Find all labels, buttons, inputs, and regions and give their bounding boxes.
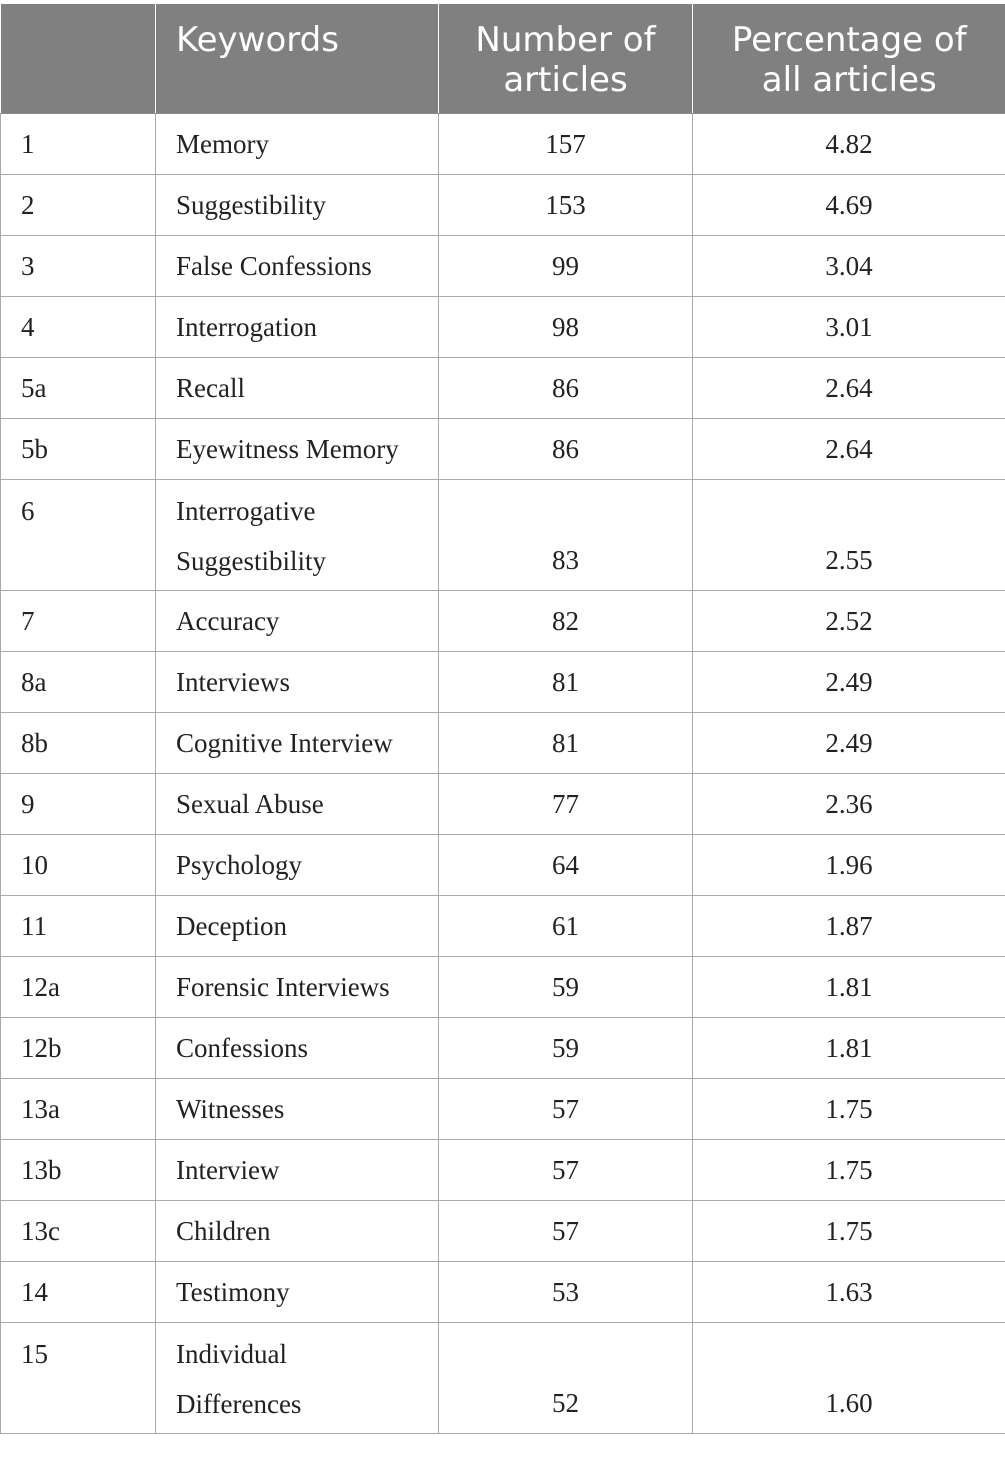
keyword-cell [156, 652, 439, 713]
rank-cell [1, 774, 156, 835]
percentage-cell [693, 114, 1005, 175]
table-row [1, 591, 1005, 652]
percentage-cell-value: 4.82 [825, 129, 873, 159]
number-of-articles-cell-value: 64 [552, 850, 579, 880]
percentage-cell [693, 774, 1005, 835]
keyword-cell [156, 835, 439, 896]
percentage-cell [693, 1201, 1005, 1262]
percentage-cell-value: 1.63 [825, 1277, 873, 1307]
rank-cell [1, 480, 156, 591]
percentage-cell [693, 1262, 1005, 1323]
number-of-articles-cell [439, 896, 693, 957]
number-of-articles-cell-value: 61 [552, 911, 579, 941]
percentage-cell-value: 1.75 [825, 1094, 873, 1124]
keyword-text: Memory [176, 129, 269, 159]
number-of-articles-cell [439, 1262, 693, 1323]
header-percentage-of-all-articles [693, 4, 1005, 114]
rank-cell-value: 2 [21, 190, 35, 220]
percentage-cell-value: 1.87 [825, 911, 873, 941]
rank-cell-value: 9 [21, 789, 35, 819]
percentage-cell [693, 713, 1005, 774]
table-row [1, 1262, 1005, 1323]
number-of-articles-cell-value: 86 [552, 373, 579, 403]
percentage-cell [693, 419, 1005, 480]
table-row [1, 713, 1005, 774]
keyword-cell [156, 1323, 439, 1434]
table-row [1, 358, 1005, 419]
header-percentage-line1: Percentage of [731, 20, 967, 60]
header-keywords-label: Keywords [176, 20, 339, 60]
table-row [1, 1201, 1005, 1262]
rank-cell-value: 10 [21, 850, 48, 880]
keyword-cell [156, 1018, 439, 1079]
rank-cell-value: 11 [21, 911, 47, 941]
keyword-text: Confessions [176, 1033, 309, 1063]
table-row [1, 480, 1005, 591]
keyword-text: Interrogation [176, 312, 317, 342]
keyword-cell [156, 175, 439, 236]
rank-cell [1, 1018, 156, 1079]
rank-cell [1, 1079, 156, 1140]
number-of-articles-cell [439, 1079, 693, 1140]
percentage-cell-value: 3.04 [825, 251, 873, 281]
percentage-cell [693, 1018, 1005, 1079]
keyword-cell [156, 896, 439, 957]
number-of-articles-cell-value: 57 [552, 1216, 579, 1246]
keyword-cell [156, 358, 439, 419]
keyword-text: Cognitive Interview [176, 728, 393, 758]
rank-cell [1, 591, 156, 652]
percentage-cell-value: 1.96 [825, 850, 873, 880]
rank-cell-value: 5a [21, 373, 47, 403]
rank-cell [1, 1262, 156, 1323]
keyword-text-line2: Suggestibility [176, 546, 327, 576]
number-of-articles-cell [439, 957, 693, 1018]
rank-cell-value: 13c [21, 1216, 60, 1246]
number-of-articles-cell [439, 835, 693, 896]
number-of-articles-cell [439, 480, 693, 591]
number-of-articles-cell-value: 81 [552, 667, 579, 697]
percentage-cell [693, 297, 1005, 358]
number-of-articles-cell [439, 175, 693, 236]
rank-cell [1, 713, 156, 774]
keyword-text: Eyewitness Memory [176, 434, 399, 464]
percentage-cell [693, 652, 1005, 713]
rank-cell-value: 13a [21, 1094, 60, 1124]
keyword-cell [156, 591, 439, 652]
keyword-cell [156, 236, 439, 297]
table-header [1, 4, 1005, 114]
table-row [1, 1018, 1005, 1079]
number-of-articles-cell [439, 1201, 693, 1262]
keyword-text: False Confessions [176, 251, 372, 281]
percentage-cell [693, 1079, 1005, 1140]
rank-cell [1, 175, 156, 236]
number-of-articles-cell [439, 419, 693, 480]
rank-cell-value: 15 [21, 1339, 48, 1369]
rank-cell [1, 835, 156, 896]
number-of-articles-cell [439, 774, 693, 835]
percentage-cell-value: 2.49 [825, 728, 873, 758]
table-row [1, 297, 1005, 358]
keyword-text: Children [176, 1216, 271, 1246]
table-row [1, 1079, 1005, 1140]
keyword-text: Witnesses [176, 1094, 285, 1124]
keyword-text: Forensic Interviews [176, 972, 390, 1002]
number-of-articles-cell-value: 57 [552, 1094, 579, 1124]
keyword-text: Interrogative [176, 496, 316, 526]
table-row [1, 175, 1005, 236]
rank-cell [1, 1201, 156, 1262]
number-of-articles-cell-value: 59 [552, 972, 579, 1002]
number-of-articles-cell [439, 1018, 693, 1079]
table-row [1, 419, 1005, 480]
percentage-cell-value: 2.64 [825, 373, 873, 403]
rank-cell [1, 896, 156, 957]
number-of-articles-cell-value: 53 [552, 1277, 579, 1307]
rank-cell [1, 1323, 156, 1434]
percentage-cell-value: 2.64 [825, 434, 873, 464]
rank-cell-value: 12a [21, 972, 60, 1002]
table-row [1, 835, 1005, 896]
percentage-cell-value: 2.49 [825, 667, 873, 697]
number-of-articles-cell [439, 591, 693, 652]
rank-cell [1, 1140, 156, 1201]
percentage-cell-value: 1.75 [825, 1216, 873, 1246]
percentage-cell-value: 1.75 [825, 1155, 873, 1185]
header-rank [1, 4, 156, 114]
keyword-text: Interviews [176, 667, 290, 697]
percentage-cell-value: 3.01 [825, 312, 873, 342]
header-number-line1: Number of [475, 20, 656, 60]
keyword-cell [156, 1079, 439, 1140]
table-row [1, 114, 1005, 175]
percentage-cell-value: 4.69 [825, 190, 873, 220]
keyword-text: Deception [176, 911, 287, 941]
header-row [1, 4, 1005, 114]
rank-cell-value: 12b [21, 1033, 62, 1063]
rank-cell-value: 8b [21, 728, 48, 758]
rank-cell-value: 6 [21, 496, 35, 526]
number-of-articles-cell-value: 98 [552, 312, 579, 342]
number-of-articles-cell-value: 52 [552, 1388, 579, 1418]
number-of-articles-cell-value: 86 [552, 434, 579, 464]
table-row [1, 236, 1005, 297]
rank-cell [1, 236, 156, 297]
number-of-articles-cell [439, 713, 693, 774]
rank-cell [1, 419, 156, 480]
percentage-cell [693, 236, 1005, 297]
number-of-articles-cell [439, 114, 693, 175]
table-body [1, 114, 1005, 1434]
rank-cell-value: 8a [21, 667, 47, 697]
number-of-articles-cell [439, 1323, 693, 1434]
keyword-text: Suggestibility [176, 190, 327, 220]
keyword-text: Recall [176, 373, 245, 403]
rank-cell [1, 957, 156, 1018]
number-of-articles-cell-value: 153 [545, 190, 586, 220]
header-rank-label [1, 4, 156, 20]
keyword-text-line2: Differences [176, 1389, 302, 1419]
number-of-articles-cell-value: 157 [545, 129, 586, 159]
number-of-articles-cell-value: 59 [552, 1033, 579, 1063]
header-number-line2: articles [503, 60, 628, 100]
number-of-articles-cell [439, 236, 693, 297]
keyword-cell [156, 713, 439, 774]
number-of-articles-cell [439, 1140, 693, 1201]
table-row [1, 652, 1005, 713]
number-of-articles-cell-value: 77 [552, 789, 579, 819]
number-of-articles-cell-value: 82 [552, 606, 579, 636]
table-row [1, 1323, 1005, 1434]
keyword-cell [156, 1201, 439, 1262]
percentage-cell [693, 1140, 1005, 1201]
number-of-articles-cell-value: 99 [552, 251, 579, 281]
percentage-cell-value: 2.52 [825, 606, 873, 636]
percentage-cell-value: 1.81 [825, 972, 873, 1002]
percentage-cell-value: 1.81 [825, 1033, 873, 1063]
rank-cell-value: 3 [21, 251, 35, 281]
rank-cell-value: 7 [21, 606, 35, 636]
keyword-cell [156, 957, 439, 1018]
header-keywords [156, 4, 439, 114]
percentage-cell [693, 175, 1005, 236]
rank-cell [1, 297, 156, 358]
keyword-cell [156, 1140, 439, 1201]
rank-cell [1, 114, 156, 175]
percentage-cell [693, 957, 1005, 1018]
table-row [1, 896, 1005, 957]
keyword-text: Psychology [176, 850, 303, 880]
keyword-cell [156, 114, 439, 175]
percentage-cell [693, 835, 1005, 896]
keyword-text: Interview [176, 1155, 280, 1185]
number-of-articles-cell-value: 81 [552, 728, 579, 758]
rank-cell [1, 358, 156, 419]
percentage-cell [693, 358, 1005, 419]
rank-cell-value: 13b [21, 1155, 62, 1185]
rank-cell-value: 5b [21, 434, 48, 464]
keyword-text: Testimony [176, 1277, 290, 1307]
table-row [1, 957, 1005, 1018]
table-row [1, 1140, 1005, 1201]
number-of-articles-cell [439, 297, 693, 358]
keyword-cell [156, 297, 439, 358]
keywords-table [0, 4, 1005, 1434]
keyword-text: Sexual Abuse [176, 789, 324, 819]
percentage-cell [693, 896, 1005, 957]
rank-cell [1, 652, 156, 713]
number-of-articles-cell-value: 83 [552, 545, 579, 575]
rank-cell-value: 14 [21, 1277, 48, 1307]
rank-cell-value: 1 [21, 129, 35, 159]
percentage-cell [693, 591, 1005, 652]
percentage-cell-value: 1.60 [825, 1388, 873, 1418]
table-row [1, 774, 1005, 835]
percentage-cell [693, 1323, 1005, 1434]
keyword-cell [156, 480, 439, 591]
keyword-cell [156, 774, 439, 835]
percentage-cell-value: 2.36 [825, 789, 873, 819]
keyword-text: Accuracy [176, 606, 280, 636]
number-of-articles-cell-value: 57 [552, 1155, 579, 1185]
number-of-articles-cell [439, 358, 693, 419]
header-percentage-line2: all articles [761, 60, 937, 100]
percentage-cell [693, 480, 1005, 591]
number-of-articles-cell [439, 652, 693, 713]
rank-cell-value: 4 [21, 312, 35, 342]
header-number-of-articles [439, 4, 693, 114]
keyword-text: Individual [176, 1339, 287, 1369]
percentage-cell-value: 2.55 [825, 545, 873, 575]
